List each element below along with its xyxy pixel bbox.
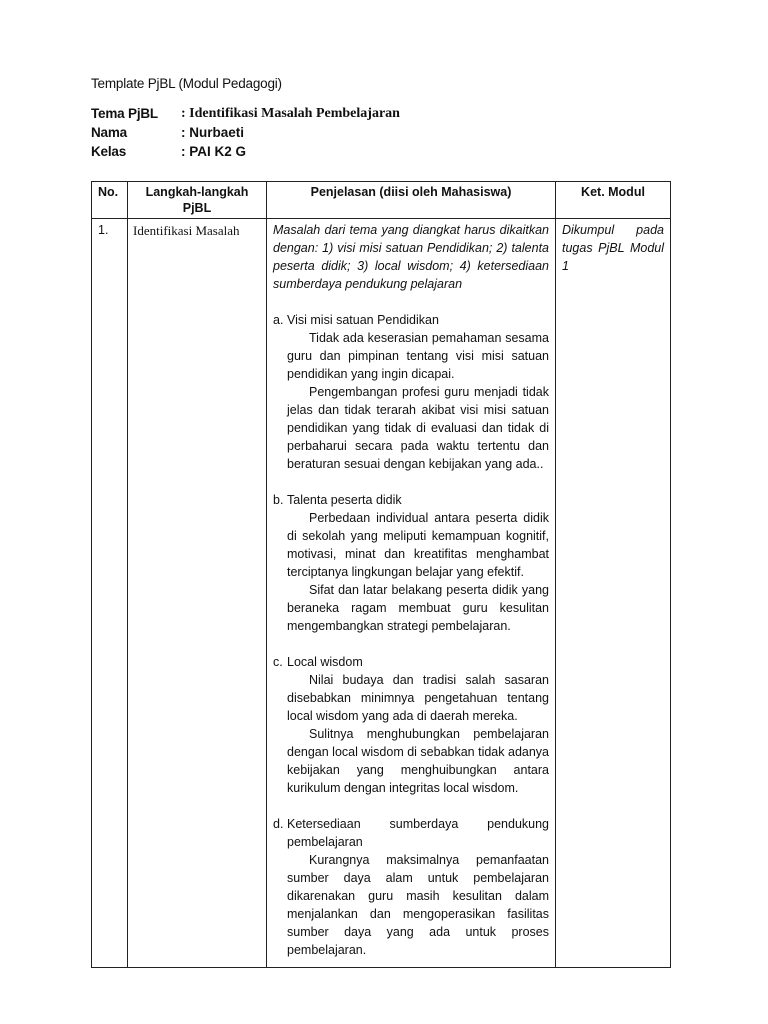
meta-label-kelas: Kelas [91, 144, 127, 159]
cell-step: Identifikasi Masalah [128, 219, 267, 968]
section-paragraph: Tidak ada keserasian pemahaman sesama guru dan pimpinan tentang visi misi satuan pendidikan yang ingin dicapai. [287, 331, 549, 381]
section-title: Local wisdom [287, 655, 363, 669]
document-title: Template PjBL (Modul Pedagogi) [91, 76, 282, 91]
section-paragraph: Perbedaan individual antara peserta didik di sekolah yang meliputi kemampuan kognitif, motivasi, minat dan kreatifitas menghambat terciptanya lingkungan belajar yang efektif. [287, 511, 549, 579]
header-desc: Penjelasan (diisi oleh Mahasiswa) [267, 182, 556, 219]
meta-row-tema [91, 106, 400, 125]
table-row [92, 219, 671, 968]
section-title: Talenta peserta didik [287, 493, 402, 507]
description-intro: Masalah dari tema yang diangkat harus dikaitkan dengan: 1) visi misi satuan Pendidikan; 2) talenta peserta didik; 3) local wisdom; 4) ketersediaan sumberdaya pendukung pelajaran [273, 223, 549, 291]
table-header-row [92, 182, 671, 219]
section-paragraph: Nilai budaya dan tradisi salah sasaran disebabkan minimnya pengetahuan tentang local wisdom yang ada di daerah mereka. [287, 673, 549, 723]
section-paragraph: Sifat dan latar belakang peserta didik yang beraneka ragam membuat guru kesulitan mengembangkan strategi pembelajaran. [287, 583, 549, 633]
meta-value-tema: : Identifikasi Masalah Pembelajaran [181, 106, 400, 121]
meta-row-nama [91, 125, 400, 144]
cell-description [267, 219, 556, 968]
section-title: Visi misi satuan Pendidikan [287, 313, 439, 327]
cell-ket-modul: Dikumpul pada tugas PjBL Modul 1 [556, 219, 671, 968]
meta-row-kelas [91, 144, 400, 163]
pjbl-table [91, 181, 671, 968]
meta-value-nama: : Nurbaeti [181, 125, 245, 140]
section-paragraph: Sulitnya menghubungkan pembelajaran dengan local wisdom di sebabkan tidak adanya kebijakan yang menghuibungkan antara kurikulum dengan integritas local wisdom. [287, 727, 549, 795]
section-paragraph: Kurangnya maksimalnya pemanfaatan sumber daya alam untuk pembelajaran dikarenakan guru masih kesulitan dalam menjalankan dan mengoperasikan fasilitas sumber daya yang ada untuk proses pembelajaran. [287, 853, 549, 957]
section-visi-misi [273, 311, 549, 473]
section-letter: b. [273, 493, 284, 507]
section-local-wisdom [273, 653, 549, 797]
header-step: Langkah-langkah PjBL [128, 182, 267, 219]
section-letter: a. [273, 313, 284, 327]
header-ket: Ket. Modul [556, 182, 671, 219]
section-sumberdaya [273, 815, 549, 959]
section-title: Ketersediaan sumberdaya pendukung pembelajaran [287, 817, 549, 849]
section-letter: c. [273, 655, 283, 669]
section-talenta [273, 491, 549, 635]
meta-label-nama: Nama [91, 125, 127, 140]
cell-no: 1. [92, 219, 128, 968]
section-paragraph: Pengembangan profesi guru menjadi tidak jelas dan tidak terarah akibat visi misi satuan pendidikan yang tidak di evaluasi dan tidak di perbaharui secara pada waktu tertentu dan beraturan sesuai dengan kebijakan yang ada.. [287, 385, 549, 471]
section-letter: d. [273, 817, 284, 831]
meta-value-kelas: : PAI K2 G [181, 144, 247, 159]
meta-label-tema: Tema PjBL [91, 106, 158, 121]
document-meta [91, 106, 400, 163]
header-no: No. [92, 182, 128, 219]
